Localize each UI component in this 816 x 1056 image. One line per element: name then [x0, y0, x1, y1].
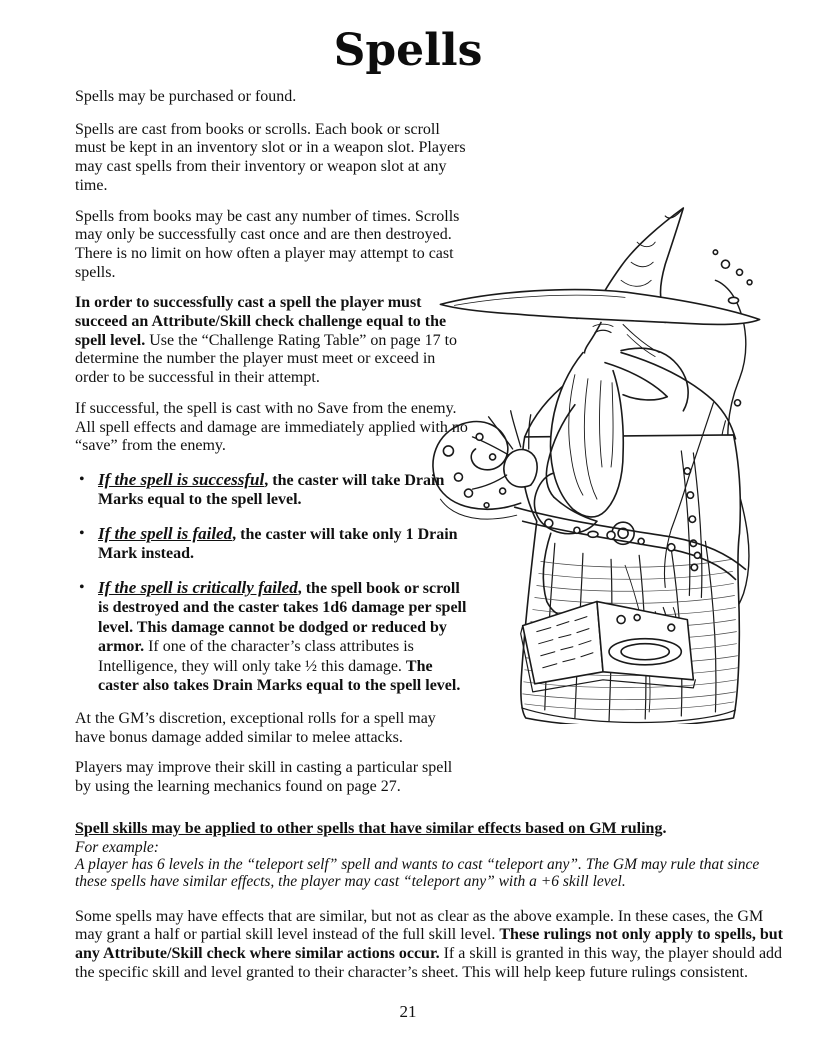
books-vs-scrolls-paragraph: Spells from books may be cast any number of times. Scrolls may only be successfully cast once and are then destroyed. There is no limit on how often a player may attempt to cast spells. — [75, 207, 460, 281]
casting-check-paragraph — [75, 294, 469, 388]
no-save-paragraph: If successful, the spell is cast with no Save from the enemy. All spell effects and damage are immediately applied with no “save” from the enemy. — [75, 399, 468, 455]
main-text-column — [75, 88, 469, 809]
wizard-illustration — [424, 202, 776, 724]
bullet-critical-bold-end: The caster also takes Drain Marks equal to the spell level. — [98, 657, 461, 695]
spell-outcome-list — [75, 470, 469, 696]
example-text: A player has 6 levels in the “teleport self” spell and wants to cast “teleport any”. The GM may rule that since these spells have similar effects, the player may cast “teleport any” with a +6 skill level. — [75, 856, 760, 891]
page-title: Spells — [333, 25, 483, 76]
bullet-successful — [75, 470, 469, 510]
page-number: 21 — [399, 1002, 417, 1021]
bullet-critical-bold: , the spell book or scroll is destroyed and the caster takes 1d6 damage per spell level. This damage cannot be dodged or reduced by armor. — [98, 579, 467, 656]
bullet-successful-lead: If the spell is successful — [98, 469, 265, 489]
bullet-icon: • — [79, 578, 85, 596]
bullet-critical-regular: If one of the character’s class attributes is Intelligence, they will only take ½ this damage. — [98, 638, 414, 675]
full-width-section — [75, 820, 789, 983]
bullet-failed — [75, 524, 469, 564]
spell-skills-heading-text: Spell skills may be applied to other spells that have similar effects based on GM ruling — [75, 820, 663, 837]
spell-skills-heading — [75, 820, 789, 839]
example-label: For example: — [75, 838, 159, 856]
casting-check-bold: In order to successfully cast a spell the player must succeed an Attribute/Skill check challenge equal to the spell level. — [75, 294, 447, 349]
bullet-icon: • — [79, 470, 85, 488]
closing-start: Some spells may have effects that are similar, but not as clear as the above example. In these cases, the GM may grant a half or partial skill level instead of the full skill level. — [75, 907, 764, 944]
bullet-critically-failed — [75, 578, 469, 696]
closing-end: If a skill is granted in this way, the player should add the specific skill and level granted to their character’s sheet. This will help keep future rulings consistent. — [75, 945, 783, 982]
heading-period: . — [662, 820, 667, 837]
casting-check-rest: Use the “Challenge Rating Table” on page 17 to determine the number the player must meet or exceed in order to be successful in their attempt. — [75, 331, 458, 387]
bullet-icon: • — [79, 524, 85, 542]
wizard-casting-spell-drawing — [424, 202, 776, 724]
bullet-successful-text: , the caster will take Drain Marks equal to the spell level. — [98, 471, 445, 509]
closing-paragraph — [75, 908, 789, 983]
improve-skill-paragraph: Players may improve their skill in casting a particular spell by using the learning mechanics found on page 27. — [75, 759, 453, 796]
cast-from-books-paragraph: Spells are cast from books or scrolls. Each book or scroll must be kept in an inventory slot or in a weapon slot. Players may cast spells from their inventory or weapon slot at any time. — [75, 120, 466, 194]
bullet-failed-lead: If the spell is failed — [98, 523, 233, 543]
bullet-critical-lead: If the spell is critically failed — [98, 577, 298, 597]
intro-paragraph: Spells may be purchased or found. — [75, 88, 297, 105]
gm-discretion-paragraph: At the GM’s discretion, exceptional rolls for a spell may have bonus damage added similar to melee attacks. — [75, 709, 436, 746]
closing-bold: These rulings not only apply to spells, but any Attribute/Skill check where similar actions occur. — [75, 926, 783, 963]
bullet-failed-text: , the caster will take only 1 Drain Mark instead. — [98, 525, 458, 563]
